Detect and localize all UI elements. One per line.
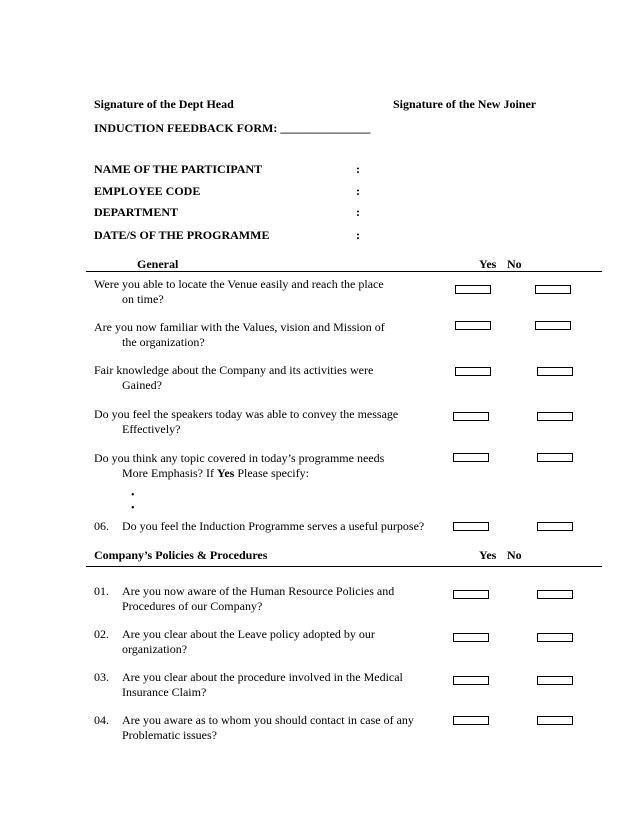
field-label-department: DEPARTMENT [94,205,179,219]
question-text-cont: Insurance Claim? [122,685,207,699]
policies-heading: Company’s Policies & Procedures [94,548,268,562]
general-q4-yes-checkbox[interactable] [453,412,489,421]
question-text: Do you think any topic covered in today’s programme needs [94,451,385,465]
general-q3-no-checkbox[interactable] [537,367,573,376]
question-text-cont: Problematic issues? [122,728,217,742]
question-text: Do you feel the Induction Programme serves a useful purpose? [122,519,425,533]
question-text: Are you clear about the procedure involved in the Medical [122,670,403,684]
question-text: Were you able to locate the Venue easily and reach the place [94,277,384,291]
field-label-name: NAME OF THE PARTICIPANT [94,162,263,176]
question-text: Are you now familiar with the Values, vision and Mission of [94,320,385,334]
field-colon-name: : [356,162,360,176]
form-title: INDUCTION FEEDBACK FORM: _______________ [94,121,371,135]
general-q5-yes-checkbox[interactable] [453,453,489,462]
general-question-6 [94,519,454,534]
general-question-4 [94,407,444,437]
question-text-cont [94,466,444,481]
dept-head-signature-label: Signature of the Dept Head [94,97,234,111]
general-q6-yes-checkbox[interactable] [453,522,489,531]
policies-q2-yes-checkbox[interactable] [453,633,489,642]
policies-yes-header: Yes [479,548,497,562]
general-question-3 [94,363,444,393]
question-text-part: Please specify: [234,466,309,480]
policies-q1-no-checkbox[interactable] [537,590,573,599]
question-number: 01. [94,584,109,598]
question-number: 04. [94,713,109,727]
question-text: Are you clear about the Leave policy adopted by our [122,627,375,641]
question-number: 02. [94,627,109,641]
policies-question-1 [94,584,444,614]
policies-q4-yes-checkbox[interactable] [453,716,489,725]
policies-q3-no-checkbox[interactable] [537,676,573,685]
general-q2-yes-checkbox[interactable] [455,321,491,330]
new-joiner-signature-label: Signature of the New Joiner [393,97,537,111]
question-text-cont: organization? [122,642,188,656]
field-colon-department: : [356,205,360,219]
general-divider [86,271,602,272]
general-q3-yes-checkbox[interactable] [455,367,491,376]
general-q1-no-checkbox[interactable] [535,285,571,294]
policies-no-header: No [507,548,522,562]
question-text: Do you feel the speakers today was able to convey the message [94,407,399,421]
general-q1-yes-checkbox[interactable] [455,285,491,294]
policies-divider [86,566,602,567]
general-question-5 [94,451,444,481]
general-yes-header: Yes [479,257,497,271]
question-text: Fair knowledge about the Company and its activities were [94,363,374,377]
field-label-employee-code: EMPLOYEE CODE [94,184,201,198]
question-text-cont: Effectively? [122,422,181,436]
general-question-2 [94,320,444,350]
question-text-cont: Procedures of our Company? [122,599,263,613]
question-text-cont: the organization? [122,335,205,349]
policies-question-3 [94,670,444,700]
general-q2-no-checkbox[interactable] [535,321,571,330]
field-colon-employee-code: : [356,184,360,198]
policies-q2-no-checkbox[interactable] [537,633,573,642]
policies-q1-yes-checkbox[interactable] [453,590,489,599]
question-text-cont: on time? [122,292,164,306]
question-text-emphasis: Yes [216,466,235,480]
question-text: Are you aware as to whom you should contact in case of any [122,713,414,727]
general-q6-no-checkbox[interactable] [537,522,573,531]
question-text-cont: Gained? [122,378,162,392]
field-label-dates: DATE/S OF THE PROGRAMME [94,228,270,242]
general-no-header: No [507,257,522,271]
policies-question-4 [94,713,444,743]
policies-q4-no-checkbox[interactable] [537,716,573,725]
question-text: Are you now aware of the Human Resource Policies and [122,584,395,598]
question-number: 06. [94,519,109,533]
question-number: 03. [94,670,109,684]
policies-question-2 [94,627,444,657]
general-heading: General [137,257,179,271]
general-question-1 [94,277,444,307]
field-colon-dates: : [356,228,360,242]
question-text-part: More Emphasis? If [122,466,217,480]
specify-bullet-1: • [131,490,135,501]
policies-q3-yes-checkbox[interactable] [453,676,489,685]
general-q4-no-checkbox[interactable] [537,412,573,421]
general-q5-no-checkbox[interactable] [537,453,573,462]
specify-bullet-2: • [131,503,135,514]
